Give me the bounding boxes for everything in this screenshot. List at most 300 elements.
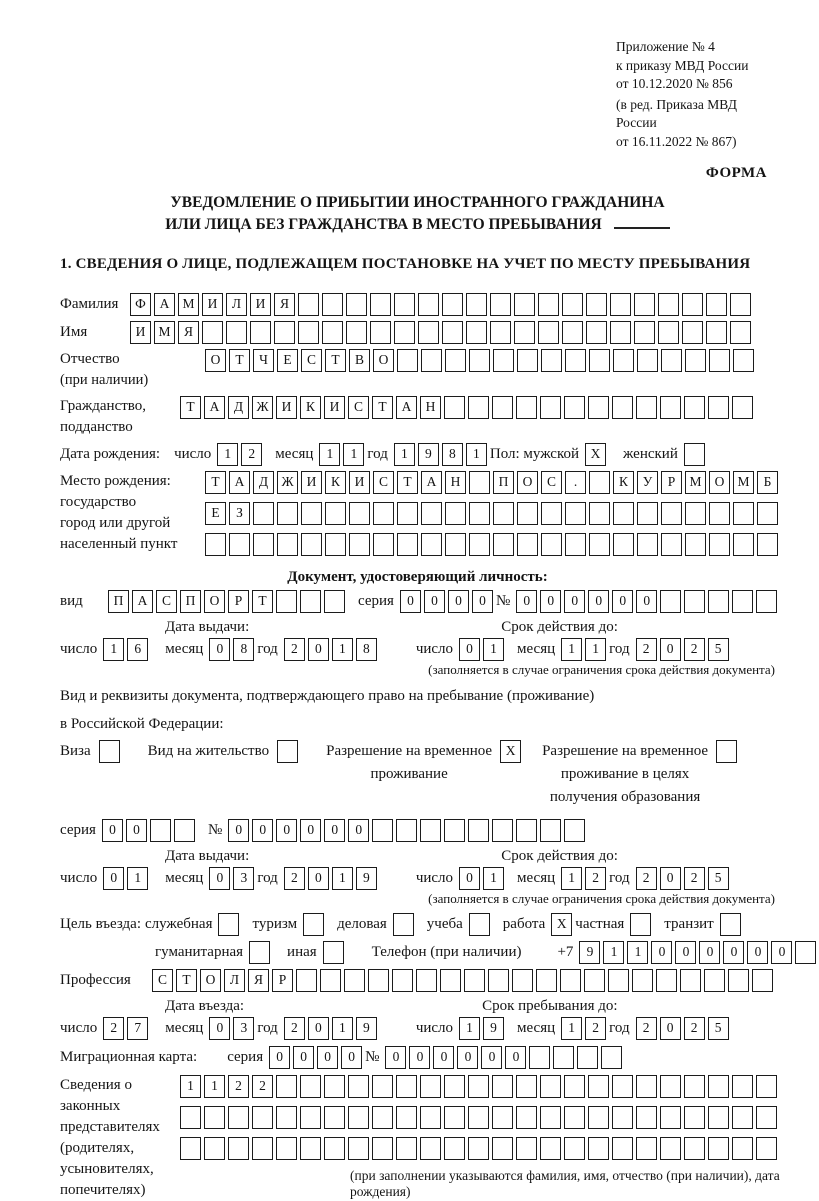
char-cell: И [202,293,223,316]
entry-year-cells [284,1017,380,1040]
char-cell: О [200,969,221,992]
char-cell: М [154,321,175,344]
permit-series-row [60,819,775,842]
char-cell [684,1075,705,1098]
char-cell: 0 [723,941,744,964]
char-cell: 2 [284,1017,305,1040]
legal-reps-cells-3 [180,1137,780,1160]
char-cell: И [349,471,370,494]
char-cell [464,969,485,992]
char-cell: А [421,471,442,494]
char-cell [733,502,754,525]
entry-dates-headers [60,998,775,1015]
char-cell [300,590,321,613]
char-cell [370,321,391,344]
char-cell: С [152,969,173,992]
char-cell [370,293,391,316]
char-cell [660,396,681,419]
char-cell [325,502,346,525]
day-label: число [415,1020,454,1036]
char-cell: 9 [356,867,377,890]
char-cell: Е [277,349,298,372]
char-cell: С [301,349,322,372]
char-cell: 0 [300,819,321,842]
char-cell: О [373,349,394,372]
char-cell [492,1137,513,1160]
char-cell: И [324,396,345,419]
day-label: число [174,446,212,462]
char-cell: Я [248,969,269,992]
char-cell [752,969,773,992]
char-cell [658,321,679,344]
char-cell [708,1106,729,1129]
char-cell: 1 [603,941,624,964]
char-cell [421,533,442,556]
char-cell: 5 [708,867,729,890]
char-cell: X [500,740,521,763]
char-cell [562,293,583,316]
char-cell: 0 [459,638,480,661]
char-cell [368,969,389,992]
char-cell: Т [397,471,418,494]
char-cell: 3 [233,867,254,890]
char-cell: 2 [103,1017,124,1040]
char-cell: У [637,471,658,494]
temp-residence-edu-checkbox [708,740,740,763]
char-cell [589,533,610,556]
char-cell [468,1075,489,1098]
char-cell [517,533,538,556]
entry-day-cells [103,1017,151,1040]
birth-place-cells-1 [205,471,781,494]
char-cell: Р [272,969,293,992]
doc-issue-month-cells [209,638,257,661]
char-cell [324,1106,345,1129]
char-cell: 1 [217,443,238,466]
sex-male-label: Пол: мужской [489,446,580,462]
char-cell: 8 [442,443,463,466]
char-cell: 0 [348,819,369,842]
char-cell [372,1075,393,1098]
purpose-work-checkbox [551,913,575,936]
char-cell: 0 [400,590,421,613]
char-cell: З [229,502,250,525]
char-cell: Л [226,293,247,316]
char-cell [445,533,466,556]
char-cell [584,969,605,992]
char-cell [492,1106,513,1129]
char-cell [612,396,633,419]
year-label: год [609,641,630,657]
char-cell [421,502,442,525]
doc-dates-headers [60,619,775,636]
char-cell: 2 [684,867,705,890]
permit-series-label: серия [60,822,96,838]
char-cell: 1 [332,1017,353,1040]
char-cell [276,590,297,613]
permit-issue-year-cells [284,867,380,890]
header-line: от 10.12.2020 № 856 [616,76,733,91]
purpose-commercial-checkbox [393,913,417,936]
header-reference-block [616,38,775,151]
profession-cells [152,969,776,992]
char-cell [420,1137,441,1160]
purpose-study-label: учеба [426,916,463,932]
birth-date-label: Дата рождения: [60,446,161,462]
year-label: год [257,641,278,657]
temp-residence-edu-label [542,740,708,809]
profession-label: Профессия [60,972,131,988]
char-cell: 1 [483,867,504,890]
char-cell: 1 [459,1017,480,1040]
char-cell [709,349,730,372]
birth-month-cells [319,443,367,466]
char-cell: А [154,293,175,316]
entry-dates-row [60,1017,775,1040]
char-cell: С [156,590,177,613]
char-cell: 0 [209,638,230,661]
month-label: месяц [165,870,204,886]
char-cell: 2 [636,1017,657,1040]
char-cell: 0 [424,590,445,613]
char-cell [469,502,490,525]
char-cell: 0 [516,590,537,613]
char-cell: 3 [233,1017,254,1040]
permit-type-row [60,740,775,809]
char-cell: Т [229,349,250,372]
purpose-transit-label: транзит [664,916,714,932]
char-cell [658,293,679,316]
char-cell: И [250,293,271,316]
year-label: год [609,870,630,886]
char-cell [514,321,535,344]
char-cell [445,502,466,525]
char-cell [397,502,418,525]
char-cell [516,1137,537,1160]
char-cell [468,819,489,842]
char-cell [564,1075,585,1098]
legal-reps-l6: попечителях) [60,1182,146,1198]
char-cell: 0 [209,1017,230,1040]
doc-number-cells [516,590,780,613]
char-cell: 0 [747,941,768,964]
purpose-tourism-label: туризм [252,916,298,932]
char-cell [252,1137,273,1160]
stay-until-label: Срок пребывания до: [482,998,618,1014]
permit-valid-month-cells [561,867,609,890]
permit-series-cells [102,819,198,842]
year-label: год [609,1020,630,1036]
permit-dates-headers [60,848,775,865]
char-cell: 1 [127,867,148,890]
char-cell: С [373,471,394,494]
char-cell [218,913,239,936]
char-cell [324,1075,345,1098]
char-cell [442,321,463,344]
char-cell [466,321,487,344]
char-cell: М [685,471,706,494]
mig-number-label: № [365,1049,380,1065]
char-cell: О [205,349,226,372]
doc-issue-date-label: Дата выдачи: [165,619,250,635]
char-cell [682,321,703,344]
char-cell [704,969,725,992]
char-cell [565,502,586,525]
char-cell [685,349,706,372]
purpose-commercial-label: деловая [337,916,387,932]
char-cell [249,941,270,964]
char-cell [442,293,463,316]
year-label: год [367,446,388,462]
doc-type-label: вид [60,593,83,609]
char-cell [588,1137,609,1160]
char-cell [660,1106,681,1129]
char-cell [589,502,610,525]
char-cell [730,321,751,344]
char-cell [344,969,365,992]
char-cell: А [396,396,417,419]
char-cell: И [301,471,322,494]
permit-date-note: (заполняется в случае ограничения срока действия документа) [428,891,775,906]
citizenship-row [60,396,775,438]
char-cell [637,533,658,556]
char-cell [250,321,271,344]
char-cell: 1 [561,638,582,661]
temp-residence-edu-l2: проживание в целях [560,766,690,782]
char-cell [373,502,394,525]
char-cell [588,1106,609,1129]
char-cell [396,1075,417,1098]
char-cell [562,321,583,344]
citizenship-label-l1: Гражданство, [60,398,147,414]
temp-residence-checkbox [492,740,524,763]
char-cell [396,1137,417,1160]
name-row [60,321,775,344]
char-cell [529,1046,550,1069]
purpose-humanitarian-checkbox [249,941,273,964]
char-cell [440,969,461,992]
char-cell [303,913,324,936]
legal-reps-l2: законных [60,1098,121,1114]
char-cell [174,819,195,842]
char-cell [372,1137,393,1160]
month-label: месяц [517,641,556,657]
temp-residence-l2: проживание [370,766,448,782]
char-cell: А [132,590,153,613]
char-cell: 0 [699,941,720,964]
char-cell: Б [757,471,778,494]
char-cell: В [349,349,370,372]
char-cell [634,293,655,316]
char-cell [588,1075,609,1098]
char-cell [444,396,465,419]
char-cell [348,1137,369,1160]
char-cell [322,321,343,344]
char-cell [228,1137,249,1160]
temp-residence-l1: Разрешение на временное [326,743,493,759]
char-cell [757,502,778,525]
char-cell [300,1106,321,1129]
permit-valid-day-cells [459,867,507,890]
char-cell: 2 [284,867,305,890]
header-line: Приложение № 4 [616,39,715,54]
char-cell [732,1106,753,1129]
char-cell: И [276,396,297,419]
char-cell [565,533,586,556]
birth-day-cells [217,443,265,466]
char-cell [637,349,658,372]
char-cell [716,740,737,763]
birth-place-label-l1: Место рождения: [60,473,171,489]
month-label: месяц [275,446,314,462]
char-cell: 5 [708,1017,729,1040]
purpose-private-label: частная [575,916,625,932]
year-label: год [257,870,278,886]
char-cell [512,969,533,992]
char-cell [564,819,585,842]
char-cell [469,533,490,556]
visa-checkbox [91,740,123,763]
char-cell: М [178,293,199,316]
birth-place-cells-block [205,471,781,564]
char-cell: 2 [684,638,705,661]
char-cell [444,1075,465,1098]
char-cell [416,969,437,992]
char-cell [732,396,753,419]
doc-series-cells [400,590,496,613]
char-cell: 0 [457,1046,478,1069]
char-cell [540,1137,561,1160]
char-cell: Я [274,293,295,316]
char-cell: 0 [651,941,672,964]
char-cell [325,533,346,556]
birth-place-label-l3: город или другой [60,515,171,531]
char-cell: 0 [126,819,147,842]
char-cell [373,533,394,556]
char-cell [253,502,274,525]
char-cell [589,471,610,494]
char-cell [540,1075,561,1098]
char-cell: 1 [332,867,353,890]
month-label: месяц [165,1020,204,1036]
month-label: месяц [517,870,556,886]
char-cell [346,321,367,344]
char-cell [709,502,730,525]
char-cell [660,590,681,613]
char-cell [488,969,509,992]
char-cell: 0 [588,590,609,613]
identity-doc-heading: Документ, удостоверяющий личность: [287,569,548,585]
section1-heading: 1. СВЕДЕНИЯ О ЛИЦЕ, ПОДЛЕЖАЩЕМ ПОСТАНОВКЕ НА УЧЕТ ПО МЕСТУ ПРЕБЫВАНИЯ [60,256,751,272]
char-cell: 0 [459,867,480,890]
char-cell [684,1137,705,1160]
char-cell [492,1075,513,1098]
char-cell [538,293,559,316]
char-cell [348,1075,369,1098]
char-cell [397,349,418,372]
purpose-other-checkbox [323,941,347,964]
char-cell [680,969,701,992]
char-cell [418,293,439,316]
char-cell [492,819,513,842]
char-cell [300,1137,321,1160]
char-cell: 0 [228,819,249,842]
char-cell [490,321,511,344]
year-label: год [257,1020,278,1036]
char-cell: 8 [233,638,254,661]
birth-year-cells [394,443,490,466]
char-cell: Ж [252,396,273,419]
char-cell [589,349,610,372]
forma-label: ФОРМА [705,165,767,181]
char-cell: 7 [127,1017,148,1040]
purpose-business-checkbox [218,913,242,936]
visa-label: Виза [60,743,91,759]
char-cell [586,321,607,344]
char-cell: Т [180,396,201,419]
residence-permit-checkbox [269,740,301,763]
char-cell: 0 [293,1046,314,1069]
stay-year-cells [636,1017,732,1040]
char-cell [684,590,705,613]
doc-valid-month-cells [561,638,609,661]
char-cell [732,1137,753,1160]
surname-row [60,293,775,316]
phone-cells [579,941,819,964]
name-label: Имя [60,324,88,340]
char-cell [684,443,705,466]
char-cell [204,1137,225,1160]
char-cell [661,533,682,556]
char-cell [732,590,753,613]
char-cell: 1 [466,443,487,466]
char-cell: Ф [130,293,151,316]
birth-place-label [60,471,205,555]
char-cell: 0 [540,590,561,613]
char-cell: 9 [579,941,600,964]
char-cell [540,396,561,419]
header-line: к приказу МВД России [616,57,749,73]
char-cell: 0 [308,1017,329,1040]
char-cell [634,321,655,344]
char-cell [468,396,489,419]
char-cell: X [585,443,606,466]
char-cell: 0 [209,867,230,890]
char-cell [757,533,778,556]
char-cell: 0 [102,819,123,842]
legal-reps-l4: (родителях, [60,1140,135,1156]
form-title-line2: ИЛИ ЛИЦА БЕЗ ГРАЖДАНСТВА В МЕСТО ПРЕБЫВАНИЯ [165,216,602,233]
doc-number-label: № [495,593,511,609]
profession-row [60,969,775,992]
permit-issue-month-cells [209,867,257,890]
char-cell [420,1106,441,1129]
char-cell [469,471,490,494]
purpose-other-label: иная [287,944,317,960]
char-cell: О [709,471,730,494]
char-cell [612,1106,633,1129]
char-cell: 0 [675,941,696,964]
char-cell: А [204,396,225,419]
char-cell [536,969,557,992]
char-cell [613,502,634,525]
temp-residence-edu-l3: получения образования [549,789,701,805]
temp-residence-edu-l1: Разрешение на временное [542,743,709,759]
stay-month-cells [561,1017,609,1040]
char-cell [397,533,418,556]
char-cell: Т [205,471,226,494]
char-cell: К [325,471,346,494]
